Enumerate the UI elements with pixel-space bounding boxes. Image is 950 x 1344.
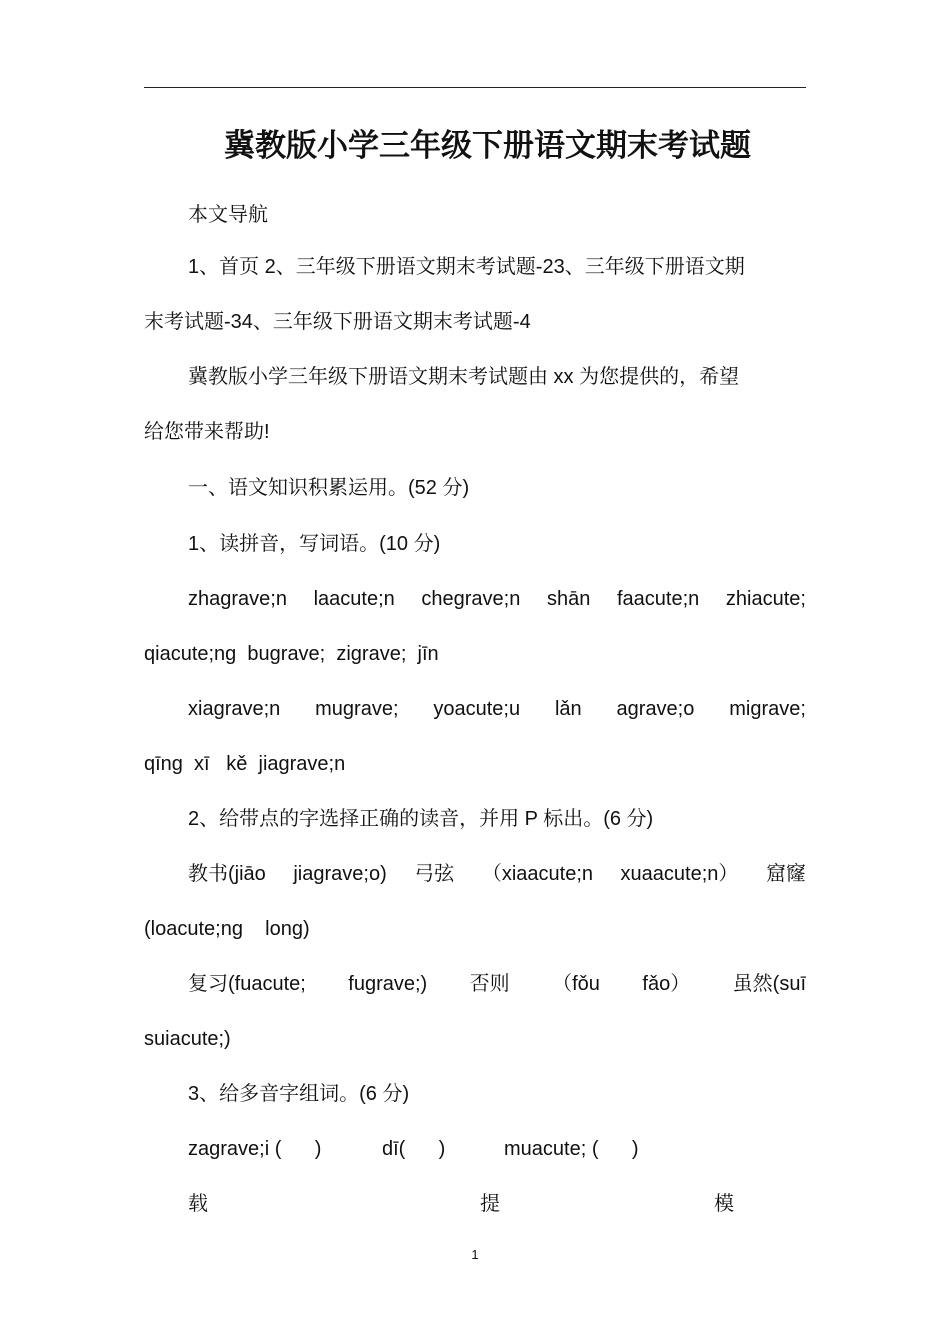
- pinyin-item: xiagrave;n: [188, 698, 281, 720]
- reading-choice-item: 教书(jiāo: [188, 863, 266, 885]
- reading-choice-item: fugrave;): [348, 973, 428, 995]
- pinyin-item: zhiacute;: [725, 588, 806, 610]
- page-number: 1: [471, 1247, 479, 1262]
- reading-choice-row-2: (loacute;ng long): [144, 918, 310, 940]
- reading-choice-item: 否则: [469, 973, 510, 995]
- section-heading: 一、语文知识积累运用。(52 分): [188, 477, 470, 499]
- pinyin-item: yoacute;u: [433, 698, 521, 720]
- reading-choice-item: （fǒu: [552, 973, 600, 995]
- pinyin-item: faacute;n: [616, 588, 700, 610]
- reading-choice-item: 复习(fuacute;: [188, 973, 306, 995]
- pinyin-item: agrave;o: [616, 698, 695, 720]
- polyphone-blank: dī( ): [382, 1138, 446, 1160]
- pinyin-item: migrave;: [729, 698, 806, 720]
- nav-links-line-2: 末考试题-34、三年级下册语文期末考试题-4: [144, 311, 531, 333]
- pinyin-row-2: qiacute;ng bugrave; zigrave; jīn: [144, 643, 439, 665]
- pinyin-item: lǎn: [554, 698, 582, 720]
- question-1-title: 1、读拼音，写词语。(10 分): [188, 533, 441, 555]
- reading-choice-row-4: suiacute;): [144, 1028, 231, 1050]
- reading-choice-row-3: [144, 969, 806, 999]
- reading-choice-item: jiagrave;o): [293, 863, 387, 885]
- polyphone-blank: muacute; ( ): [504, 1138, 639, 1160]
- pinyin-item: zhagrave;n: [188, 588, 287, 610]
- reading-choice-item: fǎo）: [642, 973, 691, 995]
- question-2-title: 2、给带点的字选择正确的读音，并用 P 标出。(6 分): [188, 808, 654, 830]
- pinyin-row-1: [144, 584, 806, 614]
- nav-heading: 本文导航: [188, 204, 268, 226]
- header-rule: [144, 87, 806, 88]
- reading-choice-item: 窟窿: [765, 863, 806, 885]
- reading-choice-item: （xiaacute;n: [481, 863, 593, 885]
- intro-line-2: 给您带来帮助!: [144, 421, 270, 443]
- pinyin-item: chegrave;n: [421, 588, 521, 610]
- reading-choice-row-1: [144, 859, 806, 889]
- document-title: 冀教版小学三年级下册语文期末考试题: [224, 128, 751, 164]
- reading-choice-item: 虽然(suī: [732, 973, 806, 995]
- polyphone-blank: zagrave;i ( ): [188, 1138, 322, 1160]
- reading-choice-item: xuaacute;n）: [620, 863, 739, 885]
- pinyin-item: laacute;n: [313, 588, 395, 610]
- nav-links-line-1: 1、首页 2、三年级下册语文期末考试题-23、三年级下册语文期: [188, 256, 745, 278]
- pinyin-item: shān: [546, 588, 591, 610]
- pinyin-row-4: qīng xī kě jiagrave;n: [144, 753, 346, 775]
- question-3-title: 3、给多音字组词。(6 分): [188, 1083, 410, 1105]
- polyphone-character: 模: [714, 1193, 734, 1215]
- polyphone-character: 载: [188, 1193, 208, 1215]
- reading-choice-item: 弓弦: [414, 863, 455, 885]
- pinyin-row-3: [144, 694, 806, 724]
- pinyin-item: mugrave;: [315, 698, 399, 720]
- polyphone-character: 提: [480, 1193, 500, 1215]
- intro-line-1: 冀教版小学三年级下册语文期末考试题由 xx 为您提供的，希望: [188, 366, 740, 388]
